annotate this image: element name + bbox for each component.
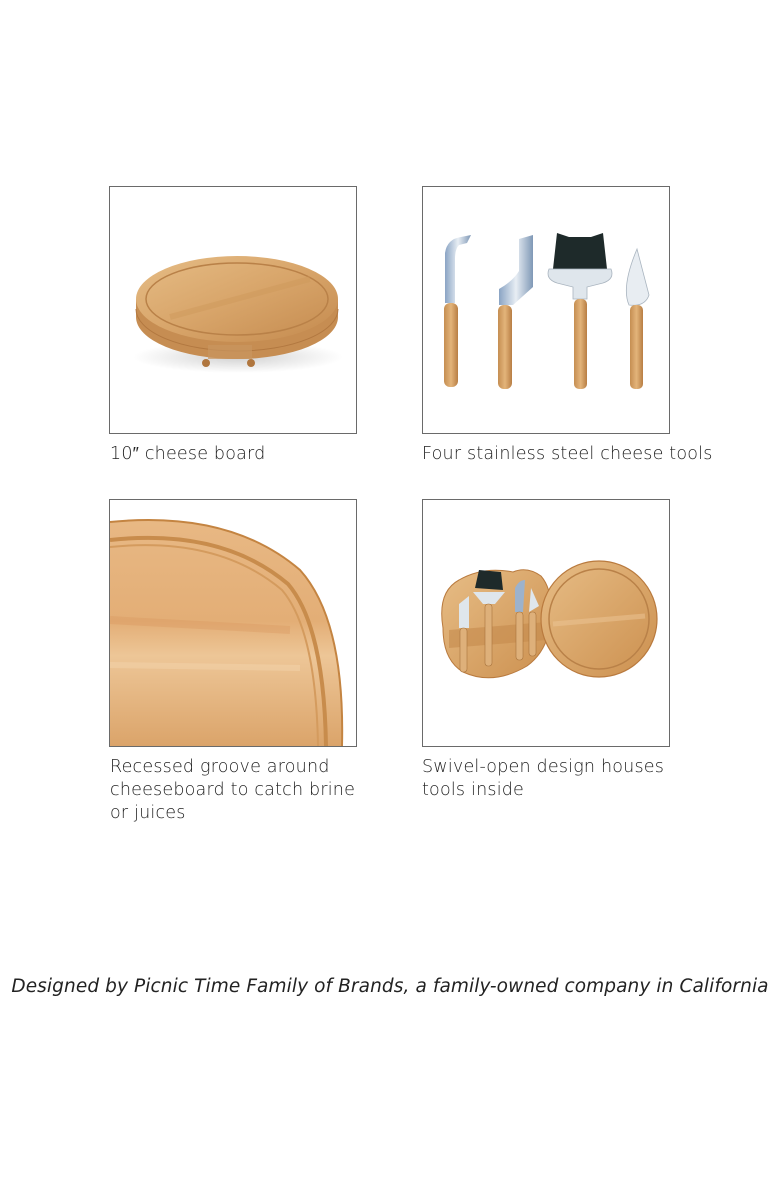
feature-image-groove-closeup	[109, 499, 357, 747]
swivel-open-illustration	[423, 500, 669, 746]
feature-caption: Recessed groove around cheeseboard to catch brine or juices	[110, 757, 356, 823]
cheese-board-illustration	[110, 187, 356, 433]
feature-image-swivel-open	[422, 499, 670, 747]
feature-caption: 10″ cheese board	[110, 444, 266, 464]
feature-caption: Swivel-open design houses tools inside	[422, 757, 665, 800]
groove-closeup-illustration	[110, 500, 356, 746]
feature-image-cheese-tools	[422, 186, 670, 434]
cheese-tools-illustration	[423, 187, 669, 433]
brand-footer-text: Designed by Picnic Time Family of Brands, a family-owned company in California	[11, 976, 769, 997]
feature-image-cheese-board	[109, 186, 357, 434]
feature-caption: Four stainless steel cheese tools	[422, 444, 713, 464]
